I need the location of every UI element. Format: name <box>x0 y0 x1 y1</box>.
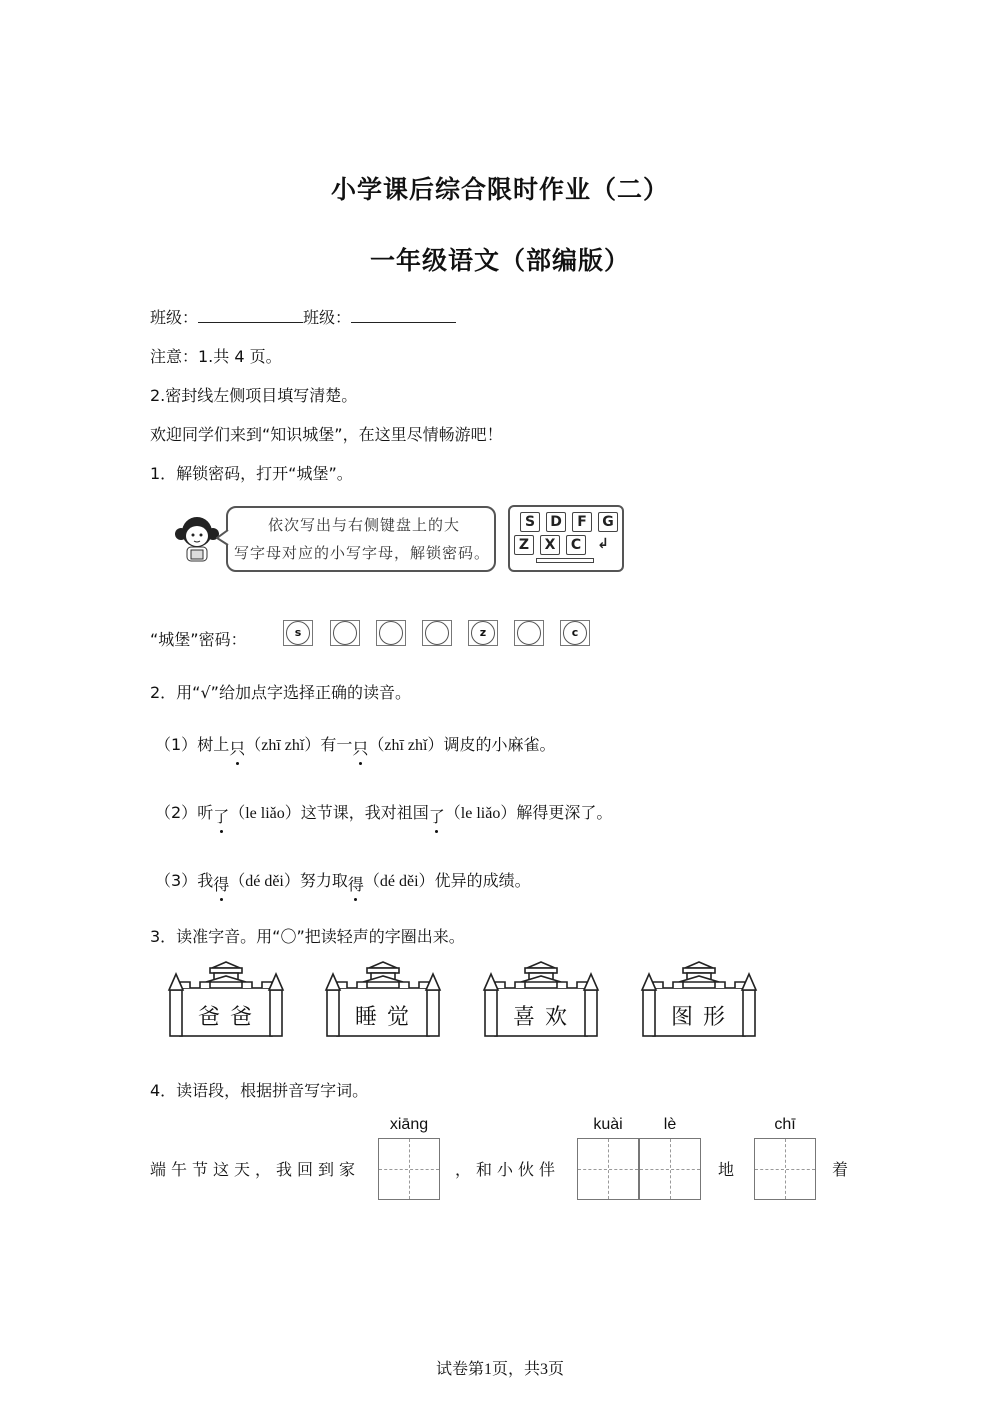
pinyin-options[interactable]: （le liǎo） <box>444 805 517 822</box>
pinyin-chi: chī <box>774 1116 796 1133</box>
class-blank-2[interactable] <box>351 308 456 323</box>
space-bar <box>536 558 594 563</box>
q2-item-text: 调皮的小麻雀。 <box>443 735 556 754</box>
key-x: X <box>540 535 560 555</box>
pinyin-kuai: kuài <box>593 1116 623 1133</box>
pinyin-xiang: xiāng <box>389 1116 429 1133</box>
q4-text-1: 端午节这天，我回到家 <box>150 1160 361 1179</box>
girl-illustration-icon <box>172 512 222 568</box>
q2-prompt: 2．用“√”给加点字选择正确的读音。 <box>150 683 411 702</box>
password-char-5: z <box>471 621 495 645</box>
bubble-text-line-2: 写字母对应的小写字母，解锁密码。 <box>234 544 491 562</box>
pinyin-options[interactable]: （dé děi） <box>363 873 435 890</box>
dotted-char: 了 <box>429 804 445 827</box>
page-footer: 试卷第1页，共3页 <box>435 1361 564 1378</box>
q4-text-3: 地 <box>718 1160 740 1179</box>
q2-item-text: 我 <box>197 871 214 890</box>
pinyin-le: lè <box>663 1116 677 1133</box>
q2-item-text: 解得更深了。 <box>516 803 613 822</box>
pinyin-options[interactable]: （le liǎo） <box>229 805 301 822</box>
class-line <box>150 305 456 328</box>
q4-prompt: 4．读语段，根据拼音写字词。 <box>150 1081 369 1100</box>
password-char-3 <box>379 621 403 645</box>
pinyin-options[interactable]: （zhī zhǐ） <box>368 737 444 754</box>
password-char-6 <box>517 621 541 645</box>
castle-1[interactable] <box>166 960 286 1040</box>
key-f: F <box>572 512 592 532</box>
class-label-2: 班级： <box>303 308 352 327</box>
dotted-char: 得 <box>348 872 364 895</box>
welcome-line: 欢迎同学们来到“知识城堡”，在这里尽情畅游吧！ <box>150 425 503 444</box>
note-line-2: 2.密封线左侧项目填写清楚。 <box>150 386 358 405</box>
password-char-7: c <box>563 621 587 645</box>
password-char-4 <box>425 621 449 645</box>
q2-item-text: 有一 <box>320 735 353 754</box>
q2-item-text: 努力取 <box>299 871 348 890</box>
dotted-char: 只 <box>352 736 368 759</box>
tianzige-box-4[interactable] <box>754 1138 816 1200</box>
tianzige-box-1[interactable] <box>378 1138 440 1200</box>
bubble-text-line-1: 依次写出与右侧键盘上的大 <box>268 516 461 534</box>
castle-word: 图形 <box>671 1005 736 1030</box>
key-g: G <box>598 512 618 532</box>
tianzige-box-3[interactable] <box>639 1138 701 1200</box>
key-d: D <box>546 512 566 532</box>
castle-word: 喜欢 <box>513 1005 578 1030</box>
tianzige-box-2[interactable] <box>577 1138 639 1200</box>
castle-3[interactable] <box>481 960 601 1040</box>
password-char-1: s <box>286 621 310 645</box>
q2-item-1 <box>155 732 556 758</box>
q2-item-number: （3） <box>155 871 198 890</box>
q3-prompt: 3．读准字音。用“〇”把读轻声的字圈出来。 <box>150 927 465 946</box>
page-subtitle: 一年级语文（部编版） <box>369 246 630 275</box>
class-blank[interactable] <box>198 308 303 323</box>
q2-item-number: （2） <box>155 803 198 822</box>
dotted-char: 只 <box>229 736 245 759</box>
q2-item-number: （1） <box>155 735 198 754</box>
key-z: Z <box>514 535 534 555</box>
q4-text-4: 着 <box>832 1160 854 1179</box>
castle-2[interactable] <box>323 960 443 1040</box>
password-char-2 <box>333 621 357 645</box>
page-title: 小学课后综合限时作业（二） <box>330 175 669 204</box>
q2-item-2 <box>155 800 613 826</box>
castle-word: 睡觉 <box>355 1005 420 1030</box>
q4-text-2: ，和小伙伴 <box>455 1160 561 1179</box>
password-label: “城堡”密码： <box>150 630 247 649</box>
note-line-1: 注意：1.共 4 页。 <box>150 347 282 366</box>
q2-item-text: 优异的成绩。 <box>434 871 531 890</box>
bubble-tail-icon <box>216 530 230 546</box>
class-label: 班级： <box>150 308 199 327</box>
q2-item-text: 树上 <box>197 735 230 754</box>
dotted-char: 了 <box>213 804 229 827</box>
q2-item-text: 这节课，我对祖国 <box>300 803 429 822</box>
q2-item-3 <box>155 868 531 894</box>
keyboard-illustration <box>508 505 624 572</box>
key-c: C <box>566 535 586 555</box>
castle-4[interactable] <box>639 960 759 1040</box>
key-enter: ↲ <box>597 536 609 552</box>
q2-item-text: 听 <box>197 803 214 822</box>
pinyin-options[interactable]: （zhī zhǐ） <box>245 737 321 754</box>
pinyin-options[interactable]: （dé děi） <box>229 873 300 890</box>
q1-prompt: 1．解锁密码，打开“城堡”。 <box>150 464 353 483</box>
castle-word: 爸爸 <box>198 1005 263 1030</box>
dotted-char: 得 <box>213 872 229 895</box>
key-s: S <box>520 512 540 532</box>
